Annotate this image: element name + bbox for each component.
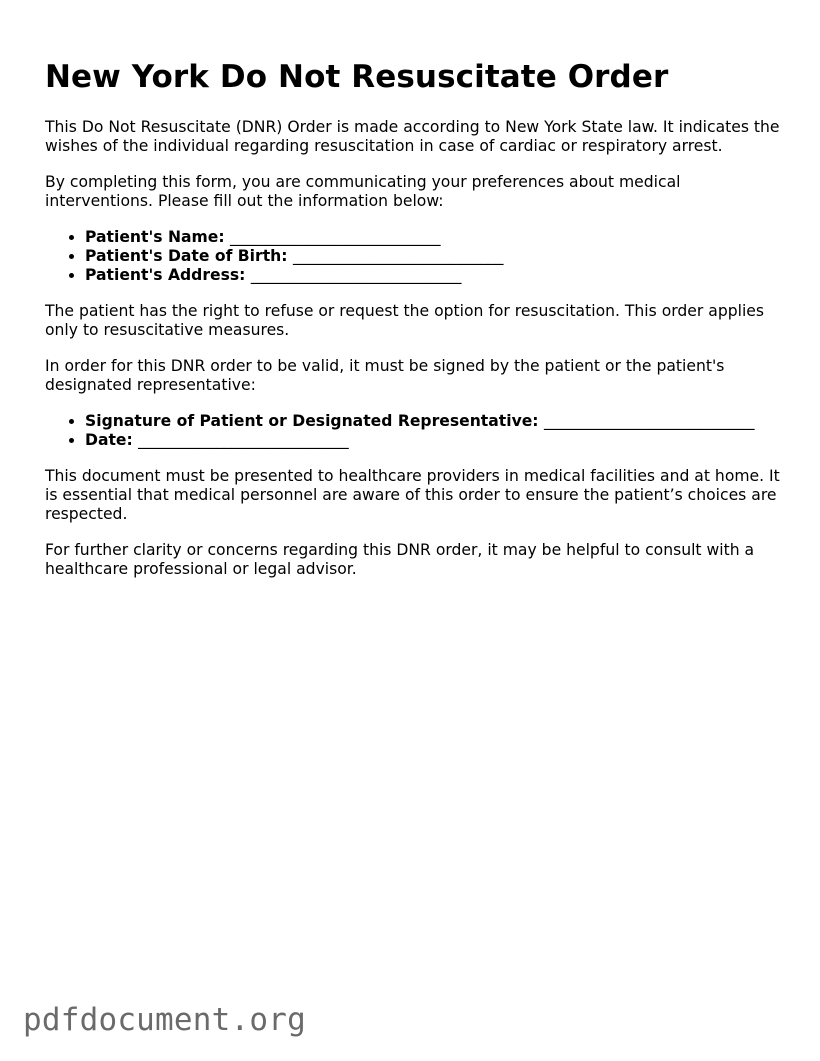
field-blank-line: ___________________________ (250, 266, 462, 284)
signature-field (85, 412, 785, 431)
field-blank-line: ___________________________ (543, 412, 755, 430)
field-label: Patient's Name: (85, 228, 225, 246)
field-blank-line: ___________________________ (230, 228, 441, 246)
rights-paragraph: The patient has the right to refuse or request the option for resuscitation. This order applies only to resuscitative measures. (45, 302, 764, 339)
completion-paragraph: By completing this form, you are communicating your preferences about medical interventions. Please fill out the information below: (45, 173, 681, 210)
patient-dob-field (85, 247, 785, 266)
field-label: Signature of Patient or Designated Representative: (85, 412, 539, 430)
date-field (85, 431, 785, 450)
presentation-paragraph: This document must be presented to healthcare providers in medical facilities and at home. It is essential that medical personnel are aware of this order to ensure the patient’s choices are respected. (45, 467, 780, 523)
field-blank-line: ___________________________ (292, 247, 504, 265)
consult-paragraph: For further clarity or concerns regarding this DNR order, it may be helpful to consult with a healthcare professional or legal advisor. (45, 541, 755, 578)
patient-address-field (85, 266, 785, 285)
field-label: Date: (85, 431, 133, 449)
signature-fields-list (45, 412, 785, 450)
patient-fields-list (45, 228, 785, 285)
field-label: Patient's Address: (85, 266, 246, 284)
patient-name-field (85, 228, 785, 247)
site-watermark: pdfdocument.org (23, 1002, 306, 1038)
document-page (45, 56, 785, 596)
field-label: Patient's Date of Birth: (85, 247, 288, 265)
document-title: New York Do Not Resuscitate Order (45, 59, 669, 95)
intro-paragraph: This Do Not Resuscitate (DNR) Order is made according to New York State law. It indicates the wishes of the individual regarding resuscitation in case of cardiac or respiratory arrest. (45, 118, 780, 155)
field-blank-line: ___________________________ (138, 431, 349, 449)
validity-paragraph: In order for this DNR order to be valid, it must be signed by the patient or the patient's designated representative: (45, 357, 725, 394)
